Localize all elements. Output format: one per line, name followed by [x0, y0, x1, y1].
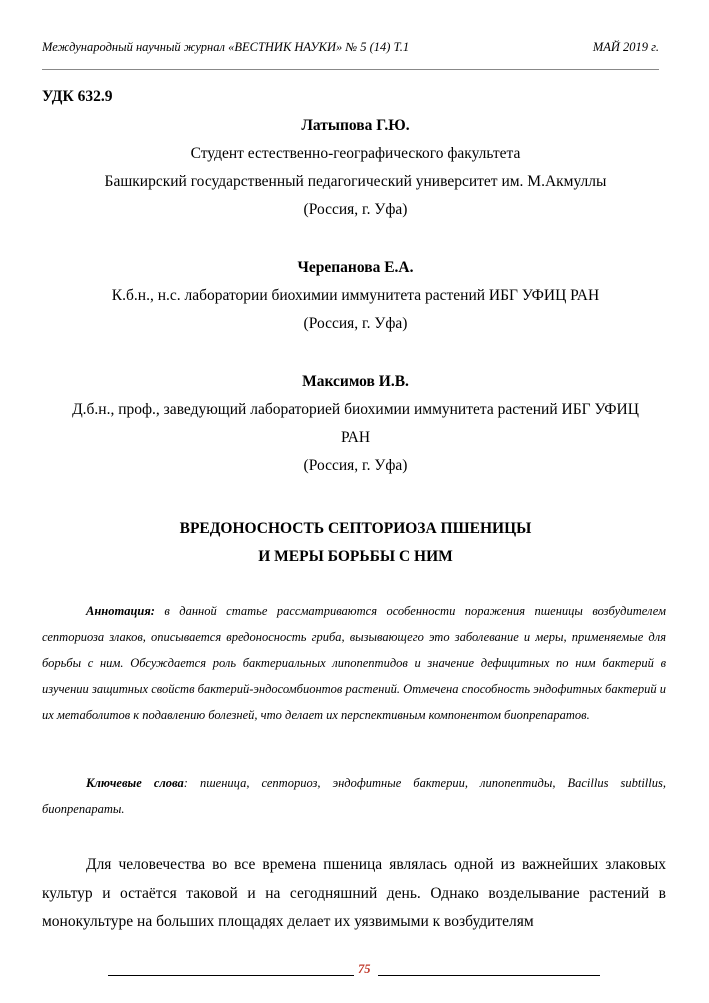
running-header — [42, 40, 659, 60]
udk-code: УДК 632.9 — [42, 88, 113, 105]
footer-rule-left — [108, 975, 354, 976]
author-affiliation: Д.б.н., проф., заведующий лабораторией биохимии иммунитета растений ИБГ УФИЦ — [72, 401, 639, 418]
author-block-3 — [42, 368, 669, 480]
body-paragraph: Для человечества во все времена пшеница являлась одной из важнейших злаковых культур и остаётся таковой и на сегодняшний день. Однако возделывание растений в монокультуре на больших площадях делает их уязвимыми к возбудителям — [42, 856, 666, 930]
author-affiliation: К.б.н., н.с. лаборатории биохимии иммунитета растений ИБГ УФИЦ РАН — [111, 287, 600, 304]
author-affiliation: Башкирский государственный педагогический университет им. М.Акмуллы — [104, 173, 607, 190]
keywords — [42, 770, 666, 822]
header-divider — [42, 69, 659, 70]
author-name: Черепанова Е.А. — [297, 259, 414, 276]
author-block-2 — [42, 254, 669, 338]
author-name: Латыпова Г.Ю. — [301, 117, 410, 134]
author-affiliation: РАН — [340, 429, 371, 446]
author-affiliation: Студент естественно-географического факультета — [190, 145, 521, 162]
abstract — [42, 598, 666, 728]
journal-title: Международный научный журнал «ВЕСТНИК НАУКИ» № 5 (14) Т.1 — [42, 40, 410, 54]
abstract-label: Аннотация: — [86, 604, 155, 618]
keywords-label: Ключевые слова — [86, 776, 184, 790]
abstract-paragraph — [42, 598, 666, 728]
keywords-text: : пшеница, септориоз, эндофитные бактерии, липопептиды, Bacillus subtillus, биопрепараты. — [42, 776, 666, 816]
author-block-1 — [42, 112, 669, 224]
title-line: И МЕРЫ БОРЬБЫ С НИМ — [258, 548, 453, 565]
title-line: ВРЕДОНОСНОСТЬ СЕПТОРИОЗА ПШЕНИЦЫ — [179, 520, 532, 537]
issue-date: МАЙ 2019 г. — [592, 40, 659, 54]
author-location: (Россия, г. Уфа) — [303, 201, 408, 218]
page-footer — [108, 962, 600, 982]
page-number: 75 — [358, 962, 371, 976]
body-text — [42, 851, 666, 937]
abstract-text: в данной статье рассматриваются особенности поражения пшеницы возбудителем септориоза злаков, описывается вредоносность гриба, вызывающего это заболевание и меры, применяемые для борьбы с ним. Обсуждается роль бактериальных липопептидов и значение дефицитных по ним бактерий в изучении защитных свойств бактерий-эндосомбионтов растений. Отмечена способность эндофитных бактерий и их метаболитов к подавлению болезней, что делает их перспективным компонентом биопрепаратов. — [42, 604, 666, 722]
author-name: Максимов И.В. — [302, 373, 409, 390]
keywords-paragraph — [42, 770, 666, 822]
article-title — [42, 515, 669, 571]
author-location: (Россия, г. Уфа) — [303, 315, 408, 332]
author-location: (Россия, г. Уфа) — [303, 457, 408, 474]
footer-rule-right — [378, 975, 600, 976]
